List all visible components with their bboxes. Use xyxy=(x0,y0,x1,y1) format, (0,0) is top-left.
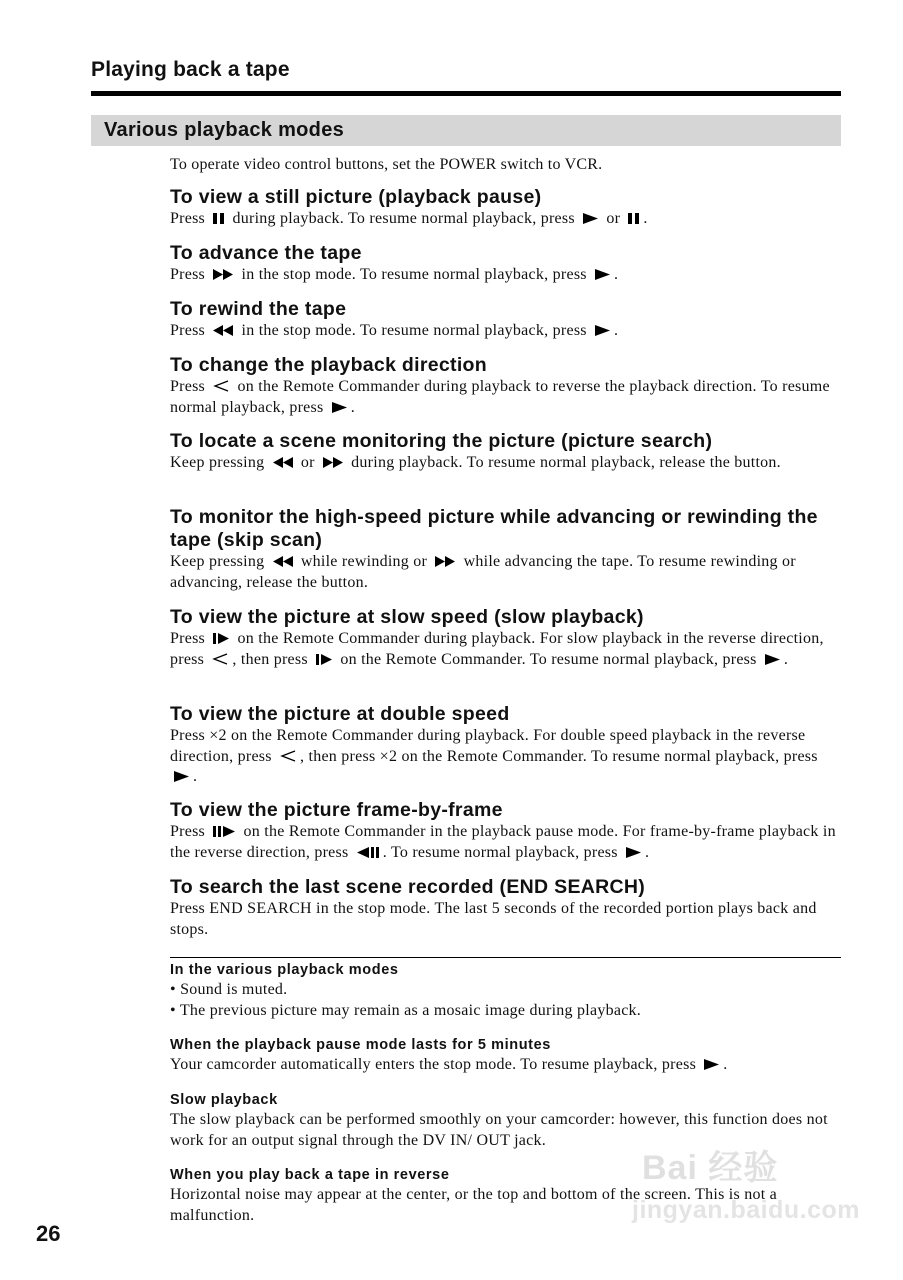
intro-text: To operate video control buttons, set the POWER switch to VCR. xyxy=(170,156,603,173)
fast-forward-icon xyxy=(213,269,233,280)
entry-playback-direction xyxy=(170,354,842,418)
entry-double-speed xyxy=(170,703,842,788)
entry-body: Press on the Remote Commander during playback to reverse the playback direction. To resume normal playback, press . xyxy=(170,378,830,416)
entry-picture-search xyxy=(170,430,842,474)
note-line: The slow playback can be performed smoothly on your camcorder: however, this function does not work for an output signal through the DV IN/ OUT jack. xyxy=(170,1111,828,1149)
reverse-direction-icon xyxy=(280,750,296,762)
pause-icon xyxy=(628,213,639,224)
note-line: • The previous picture may remain as a mosaic image during playback. xyxy=(170,1001,642,1019)
entry-frame-by-frame xyxy=(170,799,842,863)
slow-play-icon xyxy=(213,633,229,644)
reverse-direction-icon xyxy=(212,653,228,665)
note-line: Horizontal noise may appear at the center, or the top and bottom of the screen. This is not a malfunction. xyxy=(170,1186,778,1224)
play-icon xyxy=(174,771,189,782)
watermark-logo: Bai 经验 xyxy=(642,1149,779,1187)
entry-rewind-tape xyxy=(170,298,842,342)
entry-body: Press in the stop mode. To resume normal playback, press . xyxy=(170,322,619,339)
entry-advance-tape xyxy=(170,242,842,286)
entry-body: Press END SEARCH in the stop mode. The last 5 seconds of the recorded portion plays back and stops. xyxy=(170,900,817,938)
frame-forward-icon xyxy=(213,826,235,837)
entry-title: To view the picture frame-by-frame xyxy=(170,799,503,821)
entry-body: Press on the Remote Commander during playback. For slow playback in the reverse direction, press , then press on the Remote Commander. To resume normal playback, press . xyxy=(170,630,824,668)
note-pause-five-minutes xyxy=(170,1036,842,1076)
watermark-url: jingyan.baidu.com xyxy=(632,1196,860,1224)
entry-still-picture xyxy=(170,186,842,230)
entry-body: Press during playback. To resume normal playback, press or . xyxy=(170,210,648,227)
entry-skip-scan xyxy=(170,506,842,593)
entry-body: Keep pressing or during playback. To resume normal playback, release the button. xyxy=(170,454,781,471)
fast-forward-icon xyxy=(323,457,343,468)
page-header-title: Playing back a tape xyxy=(91,58,290,81)
section-bar xyxy=(91,115,841,146)
entry-title: To view the picture at double speed xyxy=(170,703,510,725)
play-icon xyxy=(595,325,610,336)
entry-title: To view a still picture (playback pause) xyxy=(170,186,542,208)
entry-title: To change the playback direction xyxy=(170,354,487,376)
entry-body: Keep pressing while rewinding or while advancing the tape. To resume rewinding or advancing, release the button. xyxy=(170,553,796,591)
entry-slow-playback xyxy=(170,606,842,670)
entry-body: Press ×2 on the Remote Commander during playback. For double speed playback in the reverse direction, press , then press ×2 on the Remote Commander. To resume normal playback, press . xyxy=(170,727,818,785)
note-various-modes xyxy=(170,961,842,1021)
play-icon xyxy=(595,269,610,280)
note-line: Your camcorder automatically enters the stop mode. To resume playback, press . xyxy=(170,1056,728,1073)
watermark xyxy=(632,1140,860,1240)
rewind-icon xyxy=(273,457,293,468)
note-title: When you play back a tape in reverse xyxy=(170,1167,450,1183)
note-title: In the various playback modes xyxy=(170,962,399,978)
play-icon xyxy=(583,213,598,224)
header-rule xyxy=(91,91,841,96)
entry-title: To locate a scene monitoring the picture (picture search) xyxy=(170,430,713,452)
note-title: Slow playback xyxy=(170,1092,278,1108)
note-title: When the playback pause mode lasts for 5 minutes xyxy=(170,1037,551,1053)
play-icon xyxy=(332,402,347,413)
entry-end-search xyxy=(170,876,842,940)
play-icon xyxy=(704,1059,719,1070)
entry-title: To monitor the high-speed picture while advancing or rewinding the tape (skip scan) xyxy=(170,506,818,551)
entry-body: Press in the stop mode. To resume normal playback, press . xyxy=(170,266,619,283)
frame-reverse-icon xyxy=(357,847,379,858)
note-line: • Sound is muted. xyxy=(170,981,288,998)
entry-title: To view the picture at slow speed (slow playback) xyxy=(170,606,644,628)
play-icon xyxy=(765,654,780,665)
page-number: 26 xyxy=(36,1221,61,1246)
section-title: Various playback modes xyxy=(104,119,345,141)
pause-icon xyxy=(213,213,224,224)
reverse-direction-icon xyxy=(213,380,229,392)
play-icon xyxy=(626,847,641,858)
fast-forward-icon xyxy=(435,556,455,567)
entry-title: To advance the tape xyxy=(170,242,362,264)
entry-body: Press on the Remote Commander in the playback pause mode. For frame-by-frame playback in the reverse direction, press . To resume normal playback, press . xyxy=(170,823,836,861)
slow-play-icon xyxy=(316,654,332,665)
rewind-icon xyxy=(213,325,233,336)
notes-divider xyxy=(170,957,841,958)
entry-title: To search the last scene recorded (END SEARCH) xyxy=(170,876,646,898)
entry-title: To rewind the tape xyxy=(170,298,347,320)
rewind-icon xyxy=(273,556,293,567)
